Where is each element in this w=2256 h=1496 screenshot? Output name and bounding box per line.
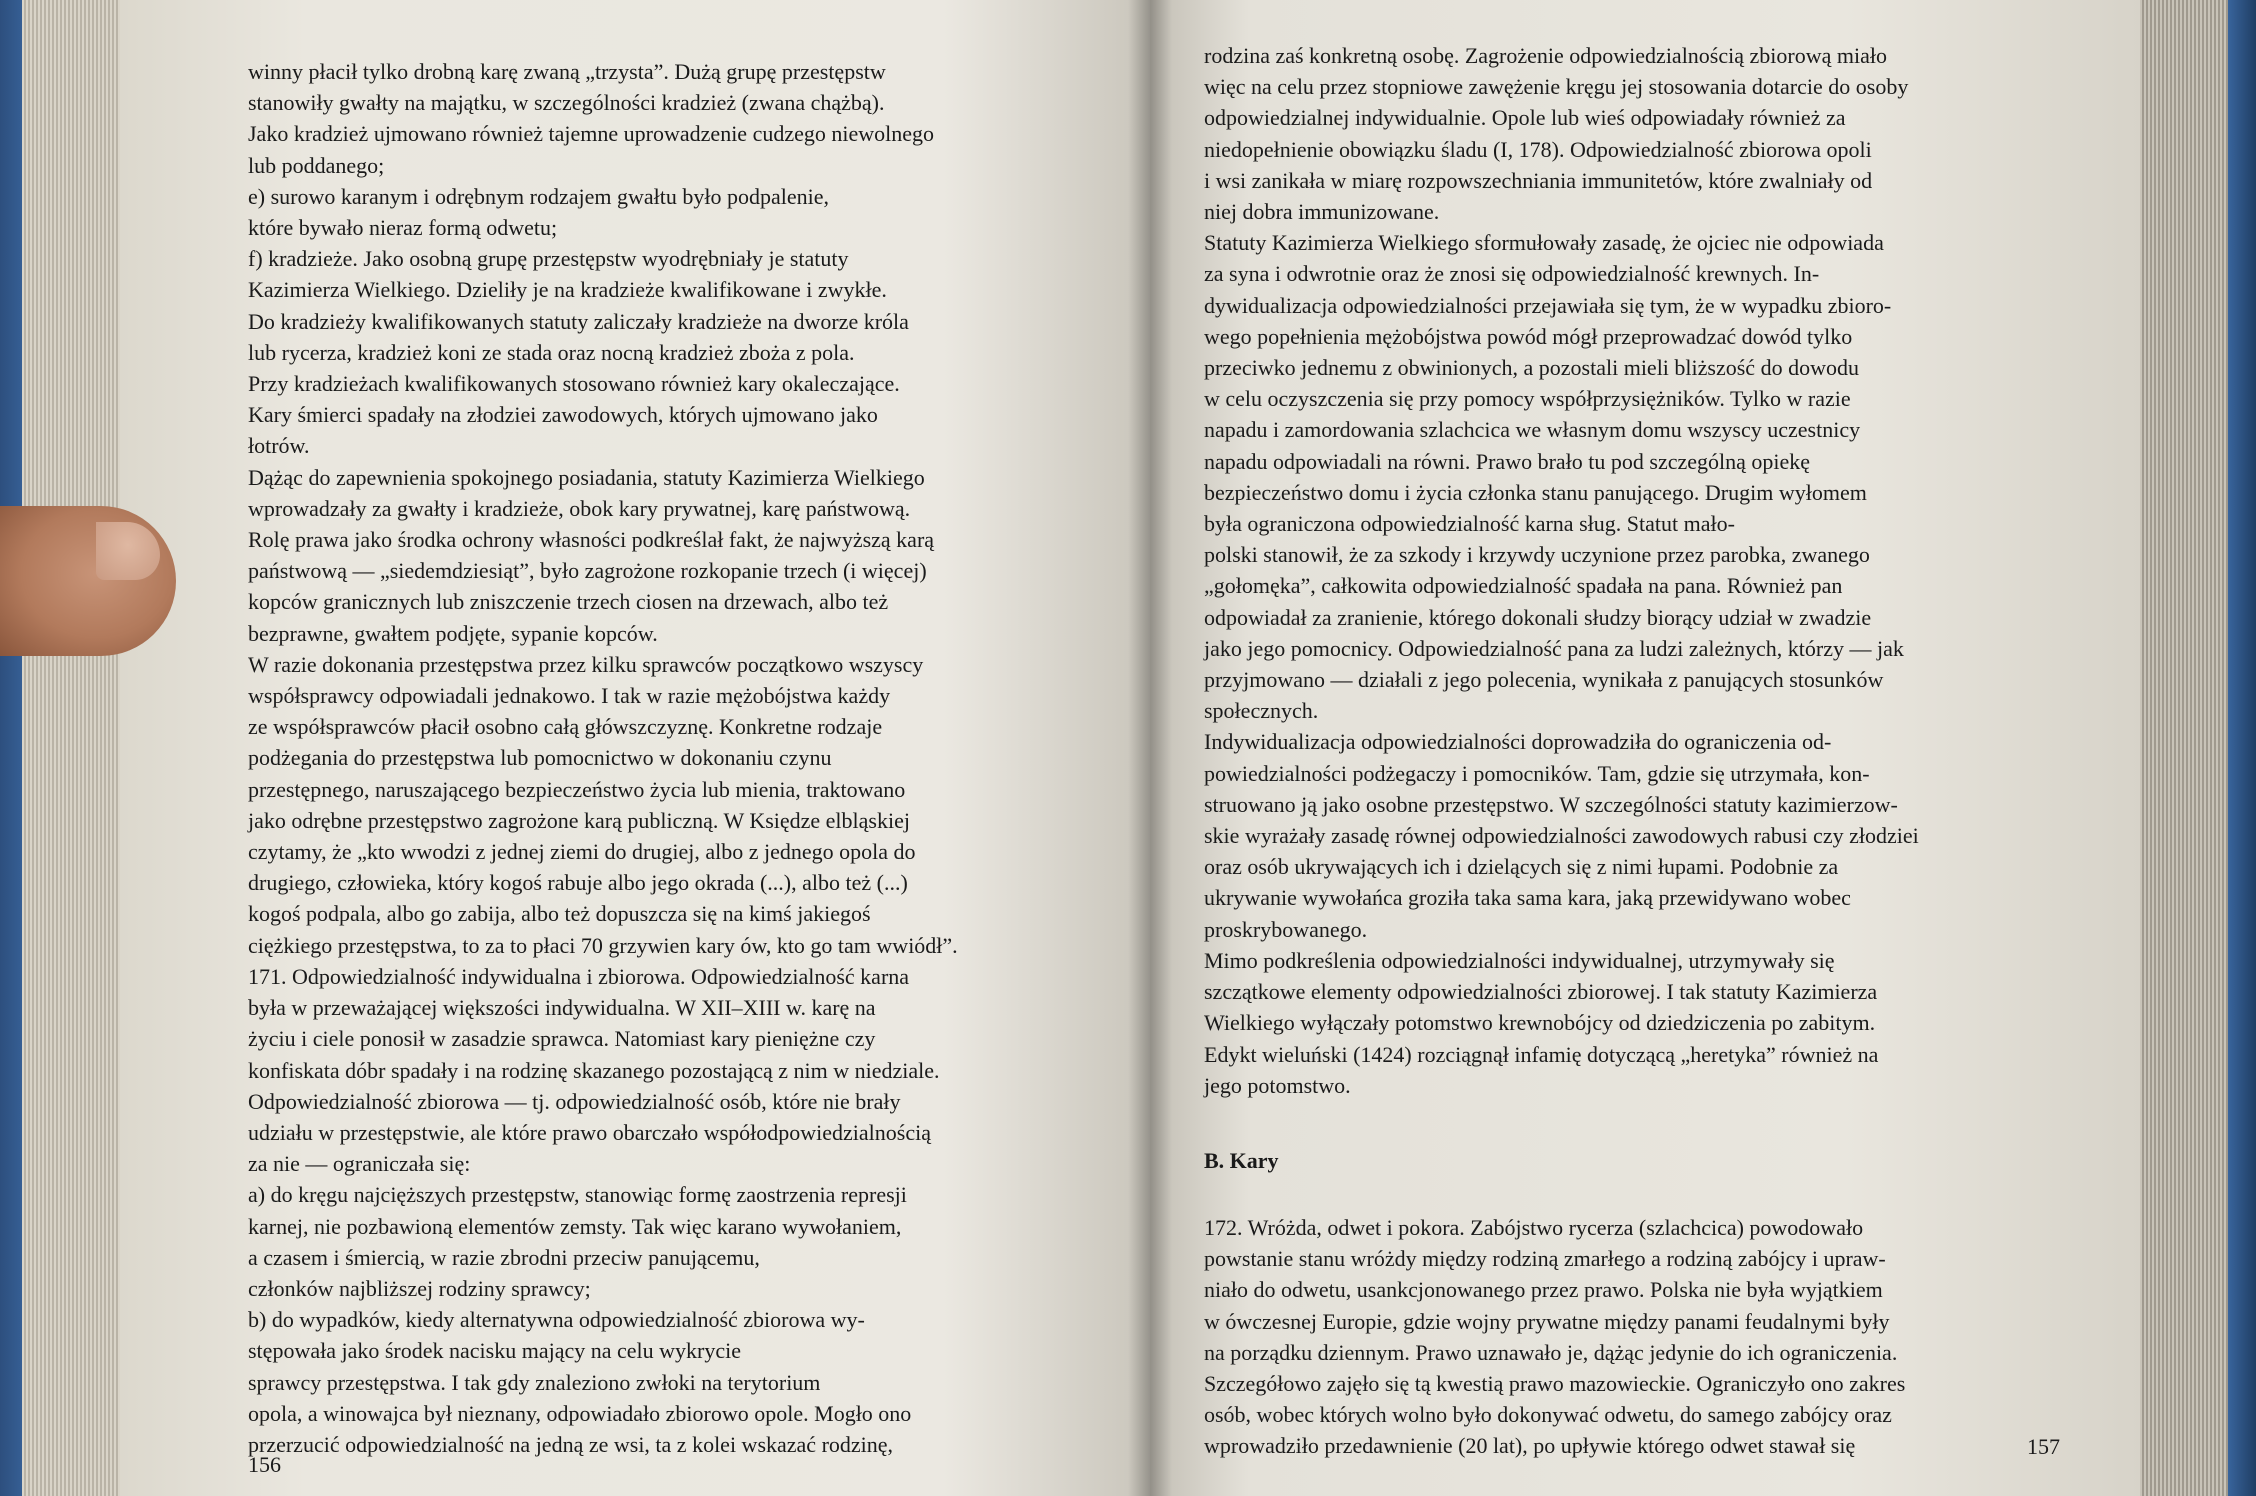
left-paragraph: f) kradzieże. Jako osobną grupę przestępstw wyodrębniały je statuty Kazimierza Wielkiego. Dzieliły je na kradzieże kwalifikowane i zwykłe. Do kradzieży kwalifikowanych statuty zaliczały kradzieże na dworze króla lub rycerza, kradzież koni ze stada oraz nocną kradzież zboża z pola. Przy kradzieżach kwalifikowanych stosowano również kary okaleczające. Kary śmierci spadały na złodziei zawodowych, których ujmowano jako łotrów. xyxy=(248,246,909,459)
left-paragraph: e) surowo karanym i odrębnym rodzajem gwałtu było podpalenie, które bywało nieraz formą odwetu; xyxy=(248,183,830,241)
right-paragraph: Mimo podkreślenia odpowiedzialności indywidualnej, utrzymywały się szczątkowe elementy odpowiedzialności zbiorowej. I tak statuty Kazimierza Wielkiego wyłączały potomstwo krewnobójcy od dziedziczenia po zabitym. Edykt wieluński (1424) rozciągnął infamię dotyczącą „heretyka” również na jego potomstwo. xyxy=(1204,947,1879,1098)
page-edges-left xyxy=(22,0,132,1496)
right-paragraph: Indywidualizacja odpowiedzialności doprowadziła do ograniczenia od- powiedzialności podżegaczy i pomocników. Tam, gdzie się utrzymała, kon- struowano ją jako osobne przestępstwo. W szczególności statuty kazimierzow- skie wyrażały zasadę równej odpowiedzialności zawodowych rabusi czy złodziei oraz osób ukrywających ich i dzielących się z nimi łupami. Podobnie za ukrywanie wywołańca groziła taka sama kara, jaką przewidywano wobec proskrybowanego. xyxy=(1204,729,1919,942)
right-paragraph: Statuty Kazimierza Wielkiego sformułowały zasadę, że ojciec nie odpowiada za syna i odwrotnie oraz że znosi się odpowiedzialność krewnych. In- dywidualizacja odpowiedzialności przejawiała się tym, że w wypadku zbioro- wego popełnienia mężobójstwa powód mógł przeprowadzać dowód tylko przeciwko jednemu z obwinionych, a pozostali mieli bliższość do dowodu w celu oczyszczenia się przy pomocy współprzysiężników. Tylko w razie napadu i zamordowania szlachcica we własnym domu wszyscy uczestnicy napadu odpowiadali na równi. Prawo brało tu pod szczególną opiekę bezpieczeństwo domu i życia członka stanu panującego. Drugim wyłomem była ograniczona odpowiedzialność karna sług. Statut mało- polski stanowił, że za szkody i krzywdy uczynione przez parobka, zwanego „gołomęka”, całkowita odpowiedzialność spadała na pana. Również pan odpowiadał za zranienie, którego dokonali słudzy biorący udział w zwadzie jako jego pomocnicy. Odpowiedzialność pana za ludzi zależnych, którzy — jak przyjmowano — działali z jego polecenia, wynikała z panujących stosunków społecznych. xyxy=(1204,230,1904,724)
page-edges-right xyxy=(2128,0,2228,1496)
page-number-right: 157 xyxy=(2027,1434,2060,1459)
left-paragraph: a) do kręgu najcięższych przestępstw, stanowiąc formę zaostrzenia represji karnej, nie pozbawioną elementów zemsty. Tak więc karano wywołaniem, a czasem i śmiercią, w razie zbrodni przeciw panującemu, członków najbliższej rodziny sprawcy; xyxy=(248,1182,907,1301)
book-gutter xyxy=(1128,0,1172,1496)
left-paragraph: b) do wypadków, kiedy alternatywna odpowiedzialność zbiorowa wy- stępowała jako środek nacisku mający na celu wykrycie sprawcy przestępstwa. I tak gdy znaleziono zwłoki na terytorium opola, a winowajca był nieznany, odpowiadało zbiorowo opole. Mogło ono przerzucić odpowiedzialność na jedną ze wsi, ta z kolei wskazać rodzinę, xyxy=(248,1307,912,1457)
left-paragraph: Dążąc do zapewnienia spokojnego posiadania, statuty Kazimierza Wielkiego wprowadzały za gwałty i kradzieże, obok kary prywatnej, karę państwową. Rolę prawa jako środka ochrony własności podkreślał fakt, że najwyższą karą państwową — „siedemdziesiąt”, było zagrożone rozkopanie trzech (i więcej) kopców granicznych lub zniszczenie trzech ciosen na drzewach, albo też bezprawne, gwałtem podjęte, sypanie kopców. xyxy=(248,464,935,646)
section-heading: B. Kary xyxy=(1204,1147,1279,1173)
right-page xyxy=(1150,0,2140,1496)
right-paragraph: rodzina zaś konkretną osobę. Zagrożenie odpowiedzialnością zbiorową miało więc na celu przez stopniowe zawężenie kręgu jej stosowania dotarcie do osoby odpowiedzialnej indywidualnie. Opole lub wieś odpowiadały również za niedopełnienie obowiązku śladu (I, 178). Odpowiedzialność zbiorowa opoli i wsi zanikała w miarę rozpowszechniania immunitetów, które zwalniały od niej dobra immunizowane. xyxy=(1204,43,1909,225)
left-paragraph: W razie dokonania przestępstwa przez kilku sprawców początkowo wszyscy współsprawcy odpowiadali jednakowo. I tak w razie mężobójstwa każdy ze współsprawców płacił osobno całą główszczyznę. Konkretne rodzaje podżegania do przestępstwa lub pomocnictwo w dokonaniu czynu przestępnego, naruszającego bezpieczeństwo życia lub mienia, traktowano jako odrębne przestępstwo zagrożone karą publiczną. W Księdze elbląskiej czytamy, że „kto wwodzi z jednej ziemi do drugiej, albo z jednego opola do drugiego, człowieka, który kogoś rabuje albo jego okrada (...), albo też (...) kogoś podpala, albo go zabija, albo też dopuszcza się na kimś jakiegoś ciężkiego przestępstwa, to za to płaci 70 grzywien kary ów, kto go tam wwiódł”. xyxy=(248,651,958,958)
thumb-icon xyxy=(0,506,176,656)
page-number-left: 156 xyxy=(248,1452,281,1477)
section-172-paragraph: 172. Wróżda, odwet i pokora. Zabójstwo rycerza (szlachcica) powodowało powstanie stanu wróżdy między rodziną zmarłego a rodziną zabójcy i upraw- niało do odwetu, usankcjonowanego przez prawo. Polska nie była wyjątkiem w ówczesnej Europie, gdzie wojny prywatne między panami feudalnymi były na porządku dziennym. Prawo uznawało je, dążąc jedynie do ich ograniczenia. Szczegółowo zajęło się tą kwestią prawo mazowieckie. Ograniczyło ono zakres osób, wobec których wolno było dokonywać odwetu, do samego zabójcy oraz wprowadziło przedawnienie (20 lat), po upływie którego odwet stawał się xyxy=(1204,1214,1906,1459)
left-paragraph: winny płacił tylko drobną karę zwaną „trzysta”. Dużą grupę przestępstw stanowiły gwałty na majątku, w szczególności kradzież (zwana chążbą). Jako kradzież ujmowano również tajemne uprowadzenie cudzego niewolnego lub poddanego; xyxy=(248,59,935,178)
left-page xyxy=(120,0,1150,1496)
section-171-paragraph: 171. Odpowiedzialność indywidualna i zbiorowa. Odpowiedzialność karna była w przeważającej większości indywidualna. W XII–XIII w. karę na życiu i ciele ponosił w zasadzie sprawca. Natomiast kary pieniężne czy konfiskata dóbr spadały i na rodzinę skazanego pozostającą z nim w niedziale. Odpowiedzialność zbiorowa — tj. odpowiedzialność osób, które nie brały udziału w przestępstwie, ale które prawo obarczało współodpowiedzialnością za nie — ograniczała się: xyxy=(248,963,940,1177)
